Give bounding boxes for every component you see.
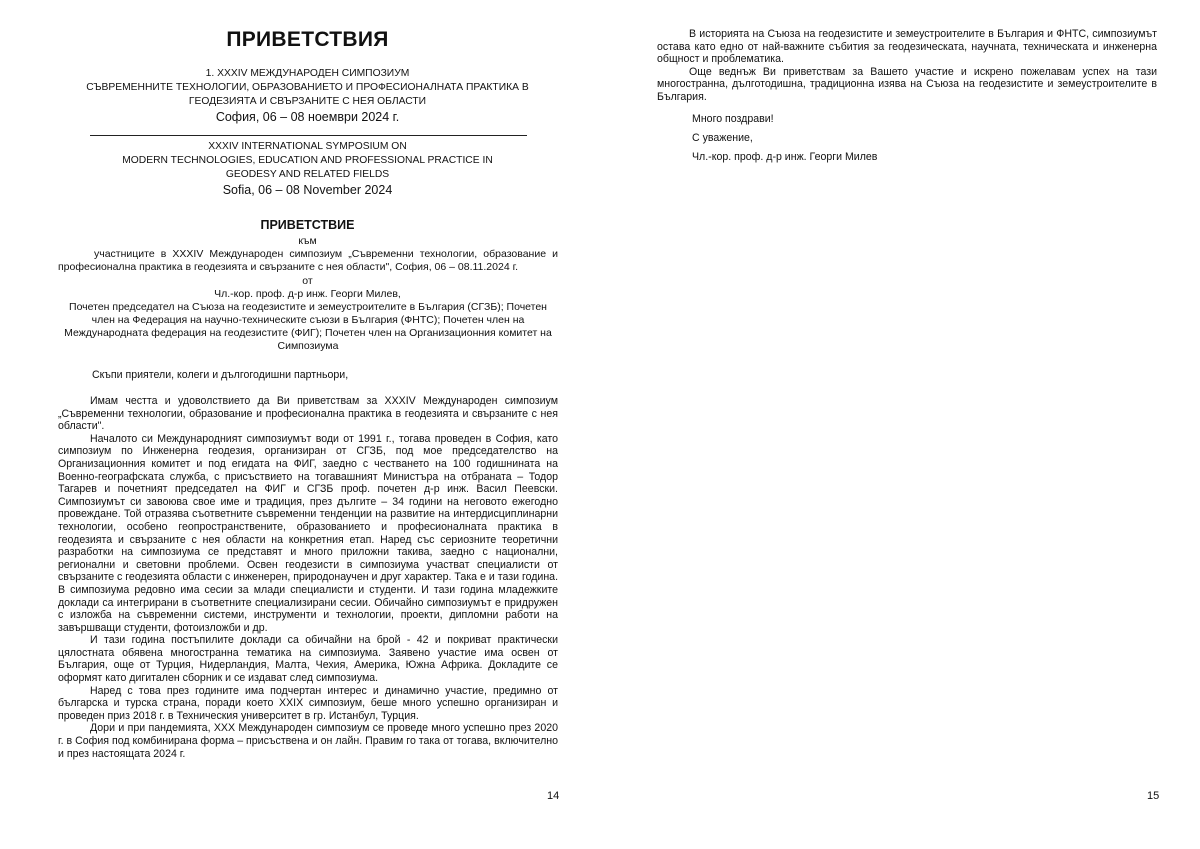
- page-title: ПРИВЕТСТВИЯ: [226, 28, 389, 51]
- paragraph: Дори и при пандемията, XXX Международен симпозиум се проведе много успешно през 2020 г. в София под комбинирана форма – присъствена и он лайн. Правим го така от тогава, включително и през настоящата 2024 г.: [58, 722, 558, 760]
- greeting-title: ПРИВЕТСТВИЕ: [260, 218, 355, 232]
- paragraph: В историята на Съюза на геодезистите и земеустроителите в България и ФНТС, симпозиумът остава като едно от най-важните събития за геодезическата, научната, техническата и инженерна общност и проблематика.: [657, 28, 1157, 66]
- salutation: Скъпи приятели, колеги и дългогодишни партньори,: [92, 369, 349, 381]
- to-word: към: [298, 235, 317, 247]
- header-bg-city: София, 06 – 08 ноември 2024 г.: [215, 110, 400, 124]
- closing-greeting: Много поздрави!: [692, 113, 774, 125]
- symposium-header-bg: [60, 67, 555, 126]
- signature: Чл.-кор. проф. д-р инж. Георги Милев: [692, 151, 878, 163]
- letter-body-continued: [657, 28, 1157, 104]
- paragraph: Наред с това през годините има подчертан интерес и динамично участие, предимно от българска и турска страна, поради което XXIX симпозиум, беше много успешно организиран и проведен приз 2018 г. в Техническия университет в гр. Истанбул, Турция.: [58, 684, 558, 722]
- symposium-header-en: [60, 140, 555, 199]
- paragraph: И тази година постъпилите доклади са обичайни на брой - 42 и покриват практически цялостната обявена многостранна тематика на симпозиума. Заявено участие има освен от България, още от Турция, Нидерландия, Малта, Чехия, Америка, Южна Африка. Докладите се оформят като дигитален сборник и се издават след симпозиума.: [58, 634, 558, 685]
- header-bg-line1: 1. XXXIV МЕЖДУНАРОДЕН СИМПОЗИУМ: [205, 68, 410, 79]
- page-right: [600, 0, 1200, 849]
- header-en-line2: MODERN TECHNOLOGIES, EDUCATION AND PROFESSIONAL PRACTICE IN: [122, 155, 493, 166]
- header-divider: [90, 135, 527, 136]
- letter-body: [58, 395, 558, 760]
- page-number: 14: [547, 790, 560, 802]
- closing-regards: С уважение,: [692, 132, 753, 144]
- paragraph: Още веднъж Ви приветствам за Вашето участие и искрено пожелавам успех на тази многостранна, дълготодишна, традиционна изява на Съюза на геодезистите и земеустроителите в България.: [657, 65, 1157, 103]
- header-bg-line3: ГЕОДЕЗИЯТА И СВЪРЗАНИТЕ С НЕЯ ОБЛАСТИ: [188, 96, 427, 107]
- author-name: Чл.-кор. проф. д-р инж. Георги Милев,: [214, 288, 401, 300]
- paragraph: Имам честта и удоволствието да Ви приветствам за XXXIV Международен симпозиум „Съвременни технологии, образование и професионална практика в геодезията и свързаните с нея области".: [58, 395, 558, 433]
- page-number: 15: [1147, 790, 1160, 802]
- header-en-city: Sofia, 06 – 08 November 2024: [222, 183, 393, 197]
- header-en-line3: GEODESY AND RELATED FIELDS: [225, 169, 390, 180]
- header-bg-line2: СЪВРЕМЕННИТЕ ТЕХНОЛОГИИ, ОБРАЗОВАНИЕТО И ПРОФЕСИОНАЛНАТА ПРАКТИКА В: [86, 82, 529, 93]
- participants-text: участниците в XXXIV Международен симпозиум „Съвременни технологии, образование и професионална практика в геодезията и свързаните с нея области", София, 06 – 08.11.2024 г.: [58, 248, 558, 273]
- author-titles: Почетен председател на Съюза на геодезистите и земеустроителите в България (СГЗБ); Почетен член на Федерация на научно-техническите съюзи в България (ФНТС); Почетен член на Международната федерация на геодезистите (ФИГ); Почетен член на Организационния комитет на Симпозиума: [64, 301, 552, 352]
- header-en-line1: XXXIV INTERNATIONAL SYMPOSIUM ON: [208, 141, 407, 152]
- paragraph: Началото си Международният симпозиумът води от 1991 г., тогава проведен в София, като симпозиум по Инженерна геодезия, организиран от СГЗБ, под мое председателство на Организационния комитет и под егидата на ФИГ, заедно с честването на 100 годишнината на Военно-географската служба, с присъствието на тогавашният Министъра на отбраната – Тодор Тагарев и почетният председател на ФИГ и СГЗБ проф. почетен д-р инж. Васил Пеевски. Симпозиумът си завоюва свое име и традиция, през дългите – 34 години на неговото ежегодно провеждане. Той отразява съответните съвременни тенденции на развитие на интердисциплинарни технологии, особено геопространствените, образованието и професионалната практика в геодезията и свързаните с нея области на конкретния етап. Наред със сериозните теоретични разработки на симпозиума се представят и много приложни такива, заедно с национални, регионални и световни проблеми. Освен геодезисти в симпозиума участват специалисти от свързаните с геодезията области с инженерен, природонаучен и друг характер. Така е и тази година. В симпозиума редовно има сесии за млади специалисти и студенти. И тази година младежките доклади са интегрирани в съответните специализирани сесии. Обичайно симпозиумът е придружен с изложба на съвременни системи, инструменти и технологии, проекти, дипломни работи на завършващи студенти, фотоизложби и др.: [58, 432, 559, 634]
- from-word: от: [302, 275, 313, 287]
